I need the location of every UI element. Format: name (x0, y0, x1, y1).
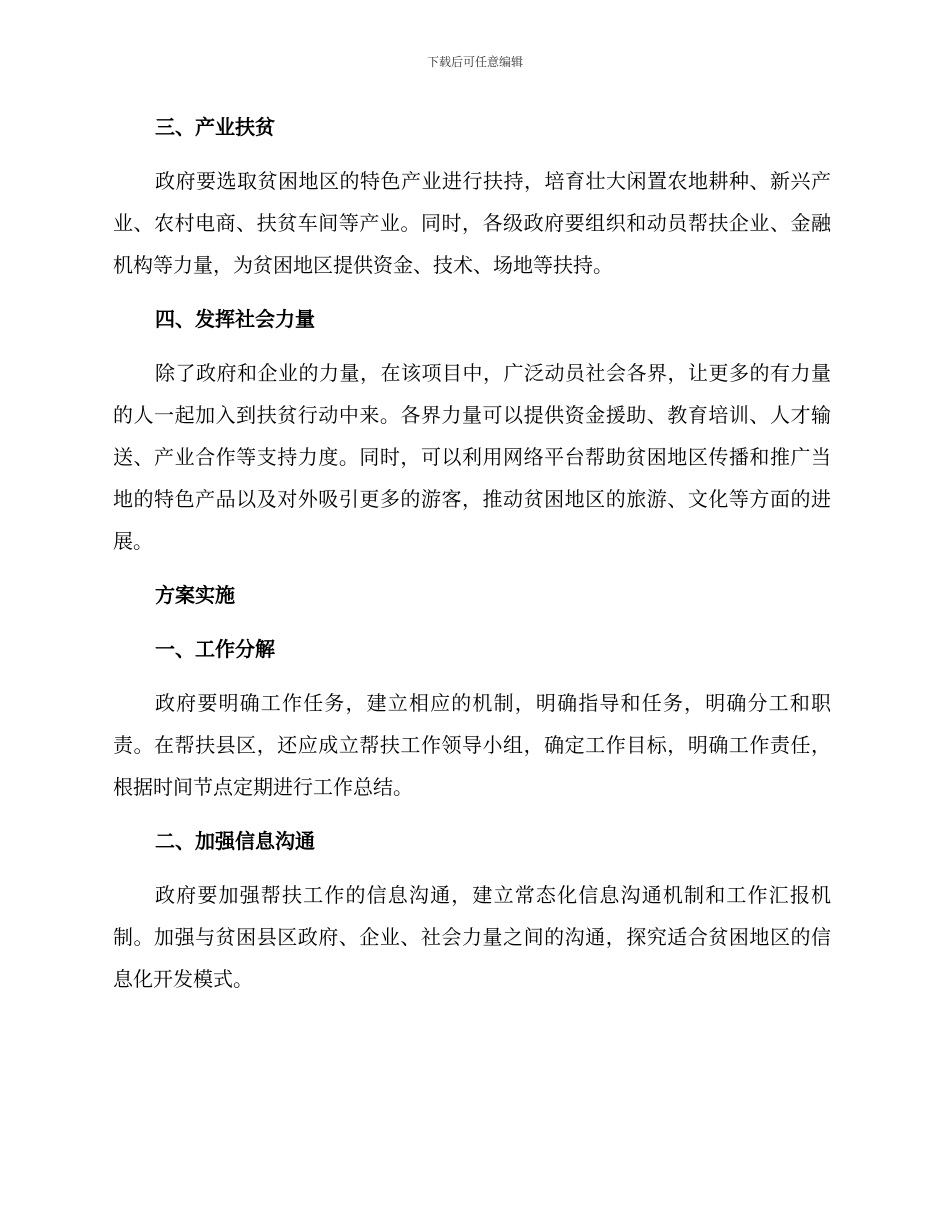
section-paragraph-industry-poverty-relief: 政府要选取贫困地区的特色产业进行扶持，培育壮大闲置农地耕种、新兴产业、农村电商、扶贫车间等产业。同时，各级政府要组织和动员帮扶企业、金融机构等力量，为贫困地区提供资金、技术、场地等扶持。 (113, 169, 831, 277)
document-body (113, 106, 831, 1000)
section-heading-social-forces: 四、发挥社会力量 (155, 307, 315, 331)
section-heading-work-breakdown: 一、工作分解 (155, 637, 275, 661)
section-paragraph-work-breakdown: 政府要明确工作任务，建立相应的机制，明确指导和任务，明确分工和职责。在帮扶县区，还应成立帮扶工作领导小组，确定工作目标，明确工作责任，根据时间节点定期进行工作总结。 (113, 691, 831, 799)
page-header: 下载后可任意编辑 (426, 55, 523, 69)
section-heading-industry-poverty-relief: 三、产业扶贫 (155, 115, 275, 139)
section-heading-plan-implementation: 方案实施 (155, 583, 235, 607)
section-paragraph-social-forces: 除了政府和企业的力量，在该项目中，广泛动员社会各界，让更多的有力量的人一起加入到扶贫行动中来。各界力量可以提供资金援助、教育培训、人才输送、产业合作等支持力度。同时，可以利用网络平台帮助贫困地区传播和推广当地的特色产品以及对外吸引更多的游客，推动贫困地区的旅游、文化等方面的进展。 (113, 361, 831, 553)
section-paragraph-information-communication: 政府要加强帮扶工作的信息沟通，建立常态化信息沟通机制和工作汇报机制。加强与贫困县区政府、企业、社会力量之间的沟通，探究适合贫困地区的信息化开发模式。 (113, 883, 831, 991)
section-heading-information-communication: 二、加强信息沟通 (155, 829, 315, 853)
